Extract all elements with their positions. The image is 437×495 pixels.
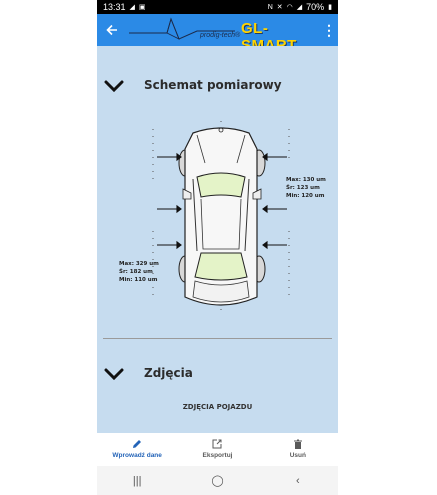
- nav-delete[interactable]: [258, 433, 338, 466]
- measurement-left-avg: Śr: 182 um: [119, 269, 153, 275]
- measurement-right: [286, 176, 326, 200]
- mute-icon: ✕: [276, 4, 283, 11]
- nav-label-enter-data: Wprowadź dane: [112, 452, 162, 459]
- vehicle-photos-label: ZDJĘCIA POJAZDU: [182, 403, 253, 411]
- back-arrow-icon[interactable]: [101, 14, 123, 46]
- wifi-icon: ◠: [286, 4, 293, 11]
- section-title-measurement: Schemat pomiarowy: [144, 78, 282, 92]
- nav-label-export: Eksportuj: [202, 452, 233, 459]
- status-right: [268, 2, 332, 12]
- photos-section-header[interactable]: [97, 363, 338, 385]
- phone-screen: [97, 0, 338, 495]
- status-left: [103, 2, 146, 12]
- chevron-down-icon[interactable]: [104, 368, 124, 380]
- cell-signal-icon: ◢: [296, 4, 303, 11]
- pencil-icon: [132, 439, 142, 449]
- measurement-right-min: Min: 120 um: [286, 193, 325, 199]
- image-icon: ▣: [138, 4, 146, 11]
- measurement-left-max: Max: 329 um: [119, 261, 159, 267]
- home-icon[interactable]: ◯: [211, 475, 224, 487]
- battery-percent: 70%: [306, 2, 325, 12]
- measurement-right-max: Max: 130 um: [286, 177, 326, 183]
- logo-registered: ®: [235, 32, 241, 39]
- nav-enter-data[interactable]: [97, 433, 177, 466]
- back-icon[interactable]: ‹: [295, 474, 300, 487]
- content-area: [97, 46, 338, 433]
- trash-icon: [293, 439, 303, 449]
- section-divider: [103, 338, 332, 339]
- logo-prodig-text: prodig-tech: [200, 32, 236, 39]
- logo-car-outline-icon: [127, 17, 237, 43]
- system-navigation-bar: [97, 466, 338, 495]
- app-bar: [97, 14, 338, 46]
- nav-label-delete: Usuń: [289, 452, 306, 459]
- measurement-left: [119, 260, 159, 284]
- chevron-down-icon[interactable]: [104, 80, 124, 92]
- status-bar: [97, 0, 338, 14]
- signal-icon: ◢: [129, 4, 135, 11]
- nav-export[interactable]: [177, 433, 257, 466]
- nfc-icon: Ν: [267, 3, 273, 11]
- battery-icon: ▮: [328, 4, 332, 11]
- clock: 13:31: [103, 2, 126, 12]
- section-title-photos: Zdjęcia: [144, 366, 193, 380]
- recents-icon[interactable]: |||: [132, 474, 142, 487]
- export-icon: [212, 439, 222, 449]
- measurement-section-header[interactable]: [97, 75, 338, 97]
- measurement-right-avg: Śr: 123 um: [286, 185, 320, 191]
- app-logo: [123, 14, 320, 46]
- more-vert-icon[interactable]: ⋮: [322, 21, 336, 38]
- bottom-navigation: [97, 433, 338, 466]
- app-title: GL-: [241, 20, 269, 37]
- car-measurement-diagram: [97, 121, 338, 321]
- measurement-left-min: Min: 110 um: [119, 277, 158, 283]
- car-outline-icon: [179, 128, 265, 305]
